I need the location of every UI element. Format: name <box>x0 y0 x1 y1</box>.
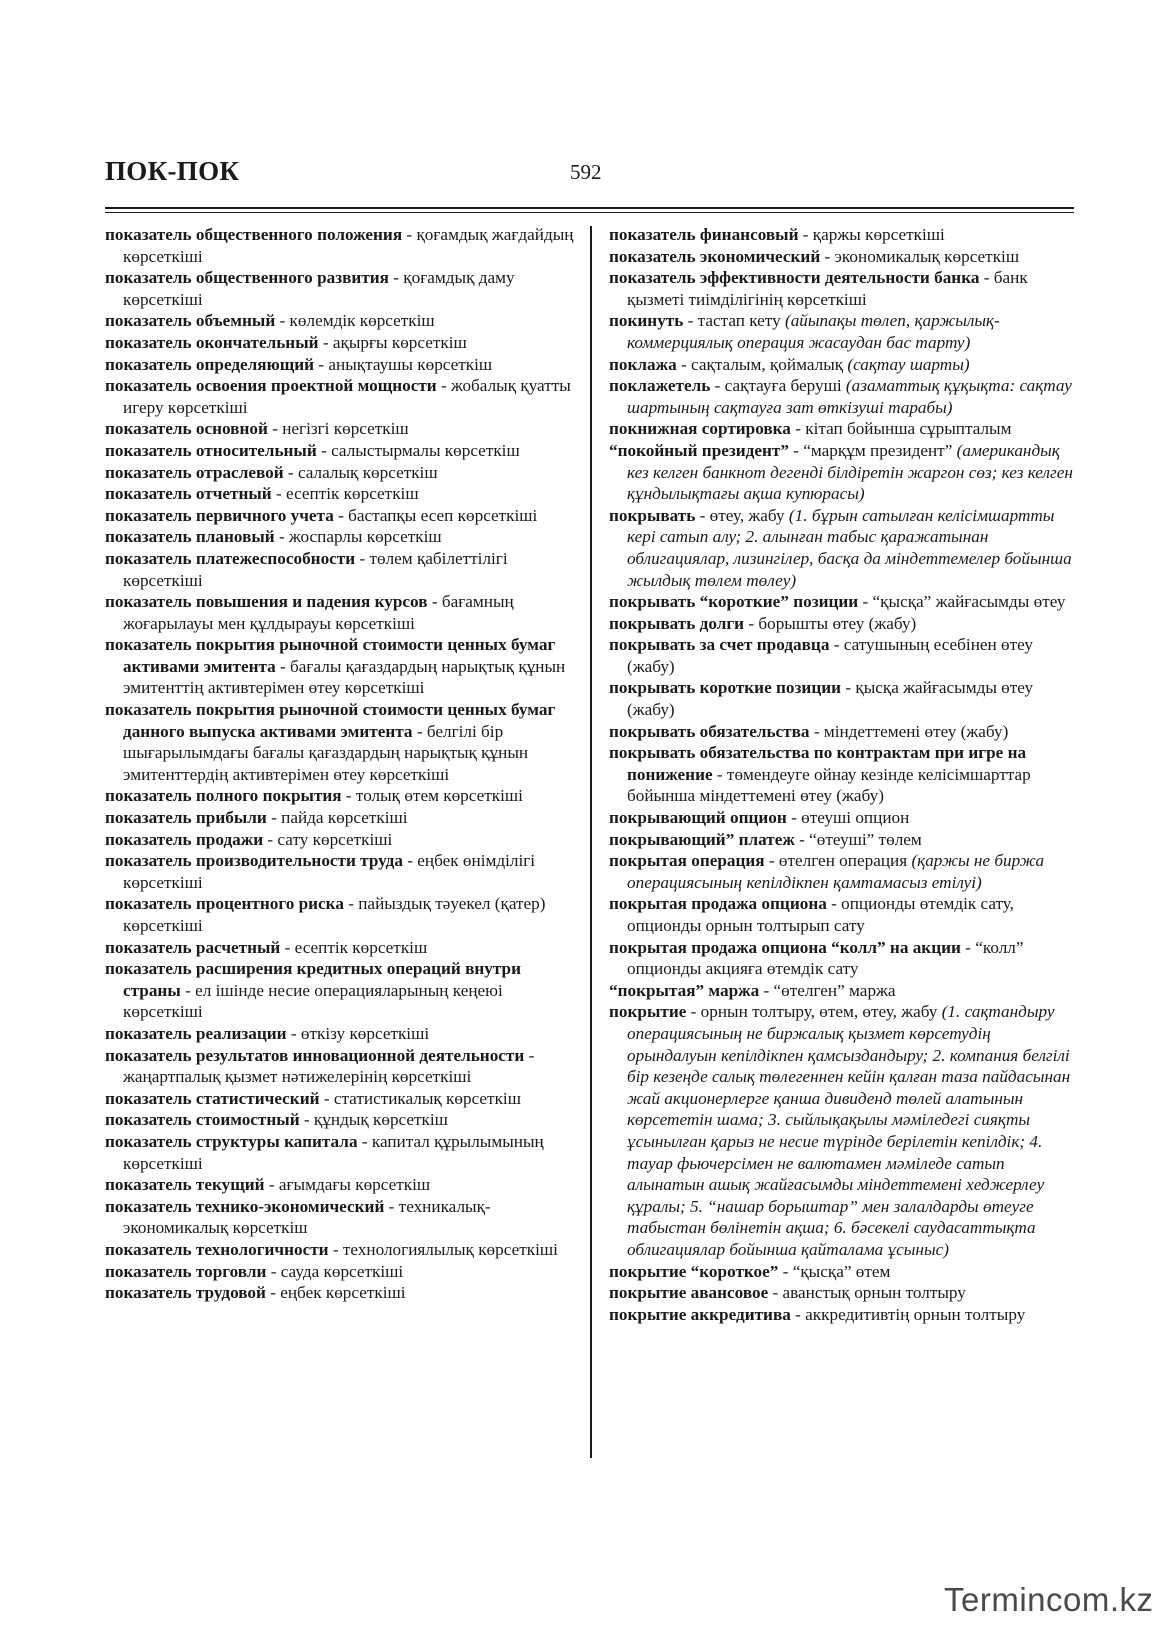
entry-term: поклажа <box>609 354 677 374</box>
entry-definition: - есептік көрсеткіш <box>271 484 419 504</box>
entry-term: показатель процентного риска <box>105 894 344 914</box>
entry-definition: - тастап кету <box>683 311 785 331</box>
dictionary-entry <box>105 354 577 376</box>
dictionary-entry <box>105 1088 577 1110</box>
dictionary-entry <box>105 1174 577 1196</box>
dictionary-entry <box>609 440 1079 505</box>
entry-definition: - жоспарлы көрсеткіш <box>274 527 442 547</box>
entry-definition: - пайда көрсеткіші <box>266 808 408 828</box>
dictionary-entry <box>609 634 1079 677</box>
header-rule-thin <box>105 212 1074 213</box>
page-number: 592 <box>570 160 602 184</box>
entry-note: (1. сақтандыру операциясының не биржалық қызмет көрсетудің орындалуын кепілдікпен қамсыздандыру; 2. компания белгілі бір кезеңде салық төлегеннен кейін қалған таза пайдасынан жай акционерлерге қанша дивиденд төлей алатынын көрсететін шама; 3. сыйлықақылы мәміледегі сияқты ұсынылған қарыз не несие түрінде берілетін кепілдік; 4. тауар фьючерсімен не валютамен мәміледе сатып алынатын ашық жайғасымды міндеттемені хеджерлеу құралы; 5. “нашар борыштар” мен залалдарды өтеуге табыстан бөлінетін ақша; 6. бәсекелі саудасаттықта облигациялар бойынша қайталама ұсыныс) <box>627 1002 1071 1259</box>
entry-definition: - міндеттемені өтеу (жабу) <box>809 721 1009 741</box>
entry-term: показатель прибыли <box>105 808 267 828</box>
entry-definition: - пайыздық тәуекел (қатер) көрсеткіші <box>123 894 546 935</box>
entry-term: показатель покрытия рыночной стоимости ценных бумаг данного выпуска активами эмитента <box>105 700 556 741</box>
entry-term: покрывать “короткие” позиции <box>609 592 859 612</box>
dictionary-entry <box>609 893 1079 936</box>
dictionary-entry <box>105 548 577 591</box>
entry-term: покрывать обязательства <box>609 721 810 741</box>
entry-definition: - “қысқа” өтем <box>778 1261 891 1281</box>
entry-term: показатель технологичности <box>105 1239 329 1259</box>
entry-term: показатель производительности труда <box>105 851 403 871</box>
header-rule-thick <box>105 207 1074 209</box>
entry-definition: - төлем қабілеттілігі көрсеткіші <box>123 548 508 590</box>
entry-term: показатель экономический <box>609 246 821 266</box>
entry-definition: - көлемдік көрсеткіш <box>275 311 435 331</box>
entry-term: показатель основной <box>105 419 268 439</box>
dictionary-entry <box>609 980 1079 1002</box>
entry-definition: - қоғамдық даму көрсеткіші <box>123 268 515 309</box>
entry-definition: - капитал құрылымының көрсеткіші <box>123 1131 544 1173</box>
entry-term: показатель объемный <box>105 311 276 331</box>
entry-definition: - өтеуші опцион <box>786 808 910 828</box>
entry-definition: - бағамның жоғарылауы мен құлдырауы көрсеткіші <box>123 592 514 633</box>
entry-term: показатель расширения кредитных операций внутри страны <box>105 959 521 1000</box>
dictionary-entry <box>609 224 1079 246</box>
dictionary-entry <box>105 332 577 354</box>
entry-term: показатель текущий <box>105 1175 265 1195</box>
entry-term: покрывать <box>609 505 696 525</box>
dictionary-entry <box>105 267 577 310</box>
entry-definition: - аккредитивтің орнын толтыру <box>790 1304 1026 1324</box>
entry-definition: - “өтеуші” төлем <box>794 829 922 849</box>
dictionary-entry <box>609 677 1079 720</box>
entry-term: показатель первичного учета <box>105 505 334 525</box>
entry-definition: - “колл” опционды акцияға өтемдік сату <box>627 937 1024 979</box>
entry-term: покрывать обязательства по контрактам при игре на понижение <box>609 743 1027 784</box>
dictionary-entry <box>609 850 1079 893</box>
entry-term: показатель продажи <box>105 829 264 849</box>
entry-definition: - еңбек өнімділігі көрсеткіші <box>123 851 536 892</box>
entry-note: (қаржы не биржа операциясының кепілдікпен қамтамасыз етілуі) <box>627 851 1045 892</box>
entry-term: показатель эффективности деятельности банка <box>609 268 980 288</box>
entry-definition: - бағалы қағаздардың нарықтық құнын эмитенттің активтерімен өтеу көрсеткіші <box>123 656 566 698</box>
dictionary-entry <box>105 310 577 332</box>
entry-term: показатель определяющий <box>105 354 315 374</box>
entry-note: (айыпақы төлеп, қаржылық-коммерциялық операция жасаудан бас тарту) <box>627 311 1000 352</box>
entry-definition: - “өтелген” маржа <box>759 980 896 1000</box>
entry-term: показатель общественного развития <box>105 268 389 288</box>
entry-term: “покрытая” маржа <box>609 980 760 1000</box>
entry-term: показатель общественного положения <box>105 225 403 244</box>
entry-term: показатель структуры капитала <box>105 1131 358 1151</box>
entry-term: показатель платежеспособности <box>105 548 356 568</box>
entry-definition: - орнын толтыру, өтем, өтеу, жабу <box>686 1002 942 1022</box>
entry-term: показатель окончательный <box>105 332 319 352</box>
entry-term: покрытие аккредитива <box>609 1304 791 1324</box>
entry-definition: - негізгі көрсеткіш <box>267 419 409 439</box>
entry-term: покрытие авансовое <box>609 1283 769 1303</box>
dictionary-entry <box>105 375 577 418</box>
entry-term: покрывать короткие позиции <box>609 678 842 698</box>
dictionary-entry <box>609 742 1079 807</box>
dictionary-entry <box>609 591 1079 613</box>
entry-definition: - экономикалық көрсеткіш <box>820 246 1020 266</box>
left-column <box>105 224 577 1304</box>
entry-definition: - “қысқа” жайғасымды өтеу <box>858 592 1066 612</box>
entry-term: “покойный президент” <box>609 440 789 460</box>
entry-term: покрывающий” платеж <box>609 829 795 849</box>
entry-definition: - өтелген операция <box>764 851 912 871</box>
entry-definition: - белгілі бір шығарылымдағы бағалы қағаздардың нарықтық құнын эмитенттердің активтерімен өтеу көрсеткіші <box>123 721 529 784</box>
entry-definition: - жаңартпалық қызмет нәтижелерінің көрсеткіші <box>123 1045 535 1087</box>
entry-definition: - қысқа жайғасымды өтеу (жабу) <box>627 678 1034 720</box>
dictionary-entry <box>609 829 1079 851</box>
entry-definition: - қаржы көрсеткіші <box>798 225 945 244</box>
dictionary-entry <box>105 418 577 440</box>
dictionary-entry <box>609 1261 1079 1283</box>
dictionary-entry <box>105 937 577 959</box>
entry-definition: - аванстық орнын толтыру <box>768 1283 966 1303</box>
dictionary-entry <box>609 505 1079 591</box>
entry-definition: - “марқұм президент” <box>788 440 957 460</box>
entry-definition: - еңбек көрсеткіші <box>265 1283 406 1303</box>
entry-definition: - технологиялылық көрсеткіші <box>328 1239 558 1259</box>
entry-term: показатель плановый <box>105 527 275 547</box>
dictionary-entry <box>105 829 577 851</box>
entry-term: показатель относительный <box>105 440 317 460</box>
dictionary-entry <box>105 483 577 505</box>
entry-term: покрытие <box>609 1002 687 1022</box>
entry-term: показатель покрытия рыночной стоимости ценных бумаг активами эмитента <box>105 635 556 676</box>
watermark-logo: Termincom.kz <box>944 1581 1154 1618</box>
entry-term: покрывать за счет продавца <box>609 635 830 655</box>
dictionary-entry <box>609 1304 1079 1326</box>
entry-definition: - сатушының есебінен өтеу (жабу) <box>627 635 1033 676</box>
entry-definition: - толық өтем көрсеткіші <box>341 786 523 806</box>
entry-definition: - төмендеуге ойнау кезінде келісімшарттар бойынша міндеттемені өтеу (жабу) <box>627 764 1031 806</box>
entry-definition: - ақырғы көрсеткіш <box>318 332 467 352</box>
entry-definition: - қоғамдық жағдайдың көрсеткіші <box>123 225 574 266</box>
entry-term: покрытие “короткое” <box>609 1261 779 1281</box>
dictionary-entry <box>105 224 577 267</box>
entry-term: показатель повышения и падения курсов <box>105 592 428 612</box>
entry-term: показатель реализации <box>105 1023 287 1043</box>
dictionary-entry <box>609 807 1079 829</box>
dictionary-entry <box>105 1023 577 1045</box>
entry-term: показатель освоения проектной мощности <box>105 376 437 396</box>
dictionary-entry <box>105 634 577 699</box>
entry-definition: - құндық көрсеткіш <box>299 1110 448 1130</box>
entry-term: показатель отчетный <box>105 484 272 504</box>
entry-term: показатель отраслевой <box>105 462 284 482</box>
dictionary-entry <box>105 1261 577 1283</box>
entry-note: (сақтау шарты) <box>847 354 970 374</box>
dictionary-entry <box>105 462 577 484</box>
dictionary-entry <box>105 1045 577 1088</box>
dictionary-entry <box>105 1239 577 1261</box>
entry-definition: - статистикалық көрсеткіш <box>319 1088 521 1108</box>
entry-definition: - сақталым, қоймалық <box>676 354 848 374</box>
dictionary-entry <box>105 785 577 807</box>
dictionary-entry <box>105 591 577 634</box>
dictionary-entry <box>609 375 1079 418</box>
dictionary-entry <box>105 807 577 829</box>
entry-term: покнижная сортировка <box>609 419 791 439</box>
entry-definition: - опционды өтемдік сату, опционды орнын толтырып сату <box>627 894 1014 935</box>
entry-definition: - есептік көрсеткіш <box>280 937 428 957</box>
entry-note: (1. бұрын сатылған келісімшартты кері сатып алу; 2. алынған табыс қаражатынан облигациялар, лизингілер, басқа да міндеттемелер бойынша жылдық төлем төлеу) <box>627 505 1072 590</box>
dictionary-entry <box>105 1282 577 1304</box>
entry-definition: - салыстырмалы көрсеткіш <box>316 440 520 460</box>
dictionary-entry <box>105 1131 577 1174</box>
entry-note: (американдық кез келген банкнот дегенді білдіретін жаргон сөз; кез келген құндылықтағы ақша купюрасы) <box>627 440 1073 504</box>
dictionary-entry <box>105 699 577 785</box>
entry-definition: - ағымдағы көрсеткіш <box>264 1175 431 1195</box>
entry-term: покрывающий опцион <box>609 808 787 828</box>
dictionary-entry <box>105 850 577 893</box>
dictionary-entry <box>609 721 1079 743</box>
entry-definition: - сауда көрсеткіші <box>266 1261 404 1281</box>
entry-term: покрытая продажа опциона “колл” на акции <box>609 937 961 957</box>
entry-definition: - сақтауға беруші <box>710 376 846 396</box>
entry-term: показатель торговли <box>105 1261 267 1281</box>
dictionary-entry <box>609 1001 1079 1260</box>
entry-note: (азаматтық құқықта: сақтау шартының сақтауға зат өткізуші тарабы) <box>627 376 1072 417</box>
entry-term: покрытая операция <box>609 851 765 871</box>
entry-term: показатель полного покрытия <box>105 786 342 806</box>
entry-definition: - өткізу көрсеткіші <box>286 1023 430 1043</box>
column-divider <box>590 226 592 1458</box>
entry-definition: - өтеу, жабу <box>695 505 789 525</box>
entry-definition: - сату көрсеткіші <box>263 829 393 849</box>
entry-term: показатель технико-экономический <box>105 1196 385 1216</box>
dictionary-entry <box>609 613 1079 635</box>
entry-definition: - кітап бойынша сұрыпталым <box>790 419 1012 439</box>
entry-definition: - техникалық-экономикалық көрсеткіш <box>123 1196 491 1238</box>
entry-definition: - банк қызметі тиімділігінің көрсеткіші <box>627 268 1028 309</box>
entry-term: показатель стоимостный <box>105 1110 300 1130</box>
entry-term: покрытая продажа опциона <box>609 894 827 914</box>
page-header-title: ПОК-ПОК <box>105 156 240 186</box>
dictionary-entry <box>609 354 1079 376</box>
dictionary-entry <box>105 440 577 462</box>
entry-term: поклажетель <box>609 376 711 396</box>
dictionary-entry <box>609 310 1079 353</box>
entry-definition: - жобалық қуатты игеру көрсеткіші <box>123 376 571 417</box>
dictionary-entry <box>105 958 577 1023</box>
entry-term: показатель финансовый <box>609 225 799 244</box>
entry-definition: - борышты өтеу (жабу) <box>744 613 917 633</box>
entry-definition: - анықтаушы көрсеткіш <box>314 354 493 374</box>
dictionary-entry <box>609 1282 1079 1304</box>
entry-term: покинуть <box>609 311 684 331</box>
dictionary-entry <box>609 937 1079 980</box>
entry-definition: - бастапқы есеп көрсеткіші <box>333 505 538 525</box>
dictionary-entry <box>105 1109 577 1131</box>
dictionary-entry <box>105 1196 577 1239</box>
dictionary-entry <box>609 246 1079 268</box>
dictionary-entry <box>105 893 577 936</box>
right-column <box>609 224 1079 1325</box>
entry-term: показатель расчетный <box>105 937 281 957</box>
dictionary-entry <box>105 505 577 527</box>
entry-term: покрывать долги <box>609 613 745 633</box>
entry-definition: - ел ішінде несие операцияларының кеңеюі көрсеткіші <box>123 980 503 1022</box>
dictionary-entry <box>609 418 1079 440</box>
entry-term: показатель результатов инновационной деятельности <box>105 1045 525 1065</box>
entry-term: показатель статистический <box>105 1088 320 1108</box>
entry-definition: - салалық көрсеткіш <box>283 462 438 482</box>
entry-term: показатель трудовой <box>105 1283 266 1303</box>
dictionary-entry <box>609 267 1079 310</box>
dictionary-entry <box>105 526 577 548</box>
